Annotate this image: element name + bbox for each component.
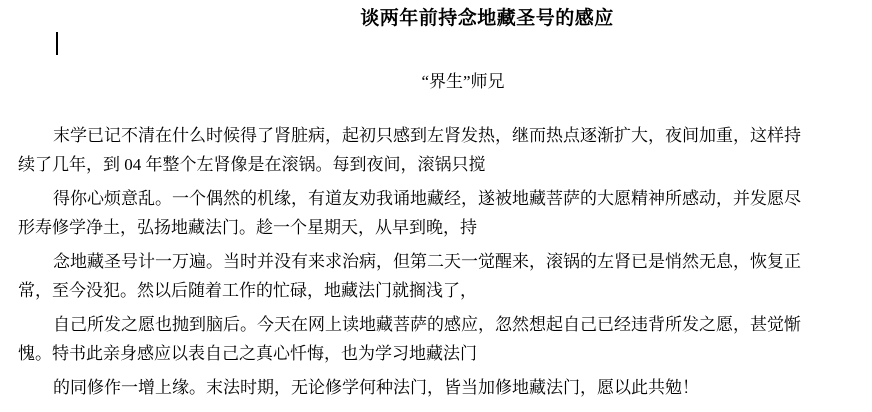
- body-line[interactable]: 自己所发之愿也抛到脑后。今天在网上读地藏菩萨的感应，忽然想起自己已经违背所发之愿，甚觉惭: [53, 315, 801, 334]
- body-line[interactable]: 形寿修学净土，弘扬地藏法门。趁一个星期天，从早到晚，持: [18, 218, 477, 237]
- document-body[interactable]: [18, 121, 858, 407]
- body-line[interactable]: 末学已记不清在什么时候得了肾脏病，起初只感到左肾发热，继而热点逐渐扩大，夜间加重，这样持: [53, 126, 801, 145]
- paragraph[interactable]: [18, 373, 858, 402]
- paragraph[interactable]: [18, 121, 858, 179]
- paragraph[interactable]: [18, 184, 858, 242]
- body-line[interactable]: 的同修作一增上缘。末法时期，无论修学何种法门，皆当加修地藏法门，愿以此共勉！: [53, 378, 699, 397]
- body-line[interactable]: 续了几年，到 04 年整个左肾像是在滚锅。每到夜间，滚锅只搅: [18, 155, 486, 174]
- document-author[interactable]: “界生”师兄: [421, 72, 505, 91]
- paragraph[interactable]: [18, 310, 858, 368]
- body-line[interactable]: 念地藏圣号计一万遍。当时并没有来求治病，但第二天一觉醒来，滚锅的左肾已是悄然无息，恢复正: [53, 252, 801, 271]
- text-cursor: [56, 32, 58, 55]
- document-title[interactable]: 谈两年前持念地藏圣号的感应: [360, 8, 614, 29]
- body-line[interactable]: 愧。特书此亲身感应以表自己之真心忏悔，也为学习地藏法门: [18, 344, 477, 363]
- body-line[interactable]: 得你心烦意乱。一个偶然的机缘，有道友劝我诵地藏经，遂被地藏菩萨的大愿精神所感动，并发愿尽: [53, 189, 801, 208]
- paragraph[interactable]: [18, 247, 858, 305]
- body-line[interactable]: 常，至今没犯。然以后随着工作的忙碌，地藏法门就搁浅了，: [18, 281, 477, 300]
